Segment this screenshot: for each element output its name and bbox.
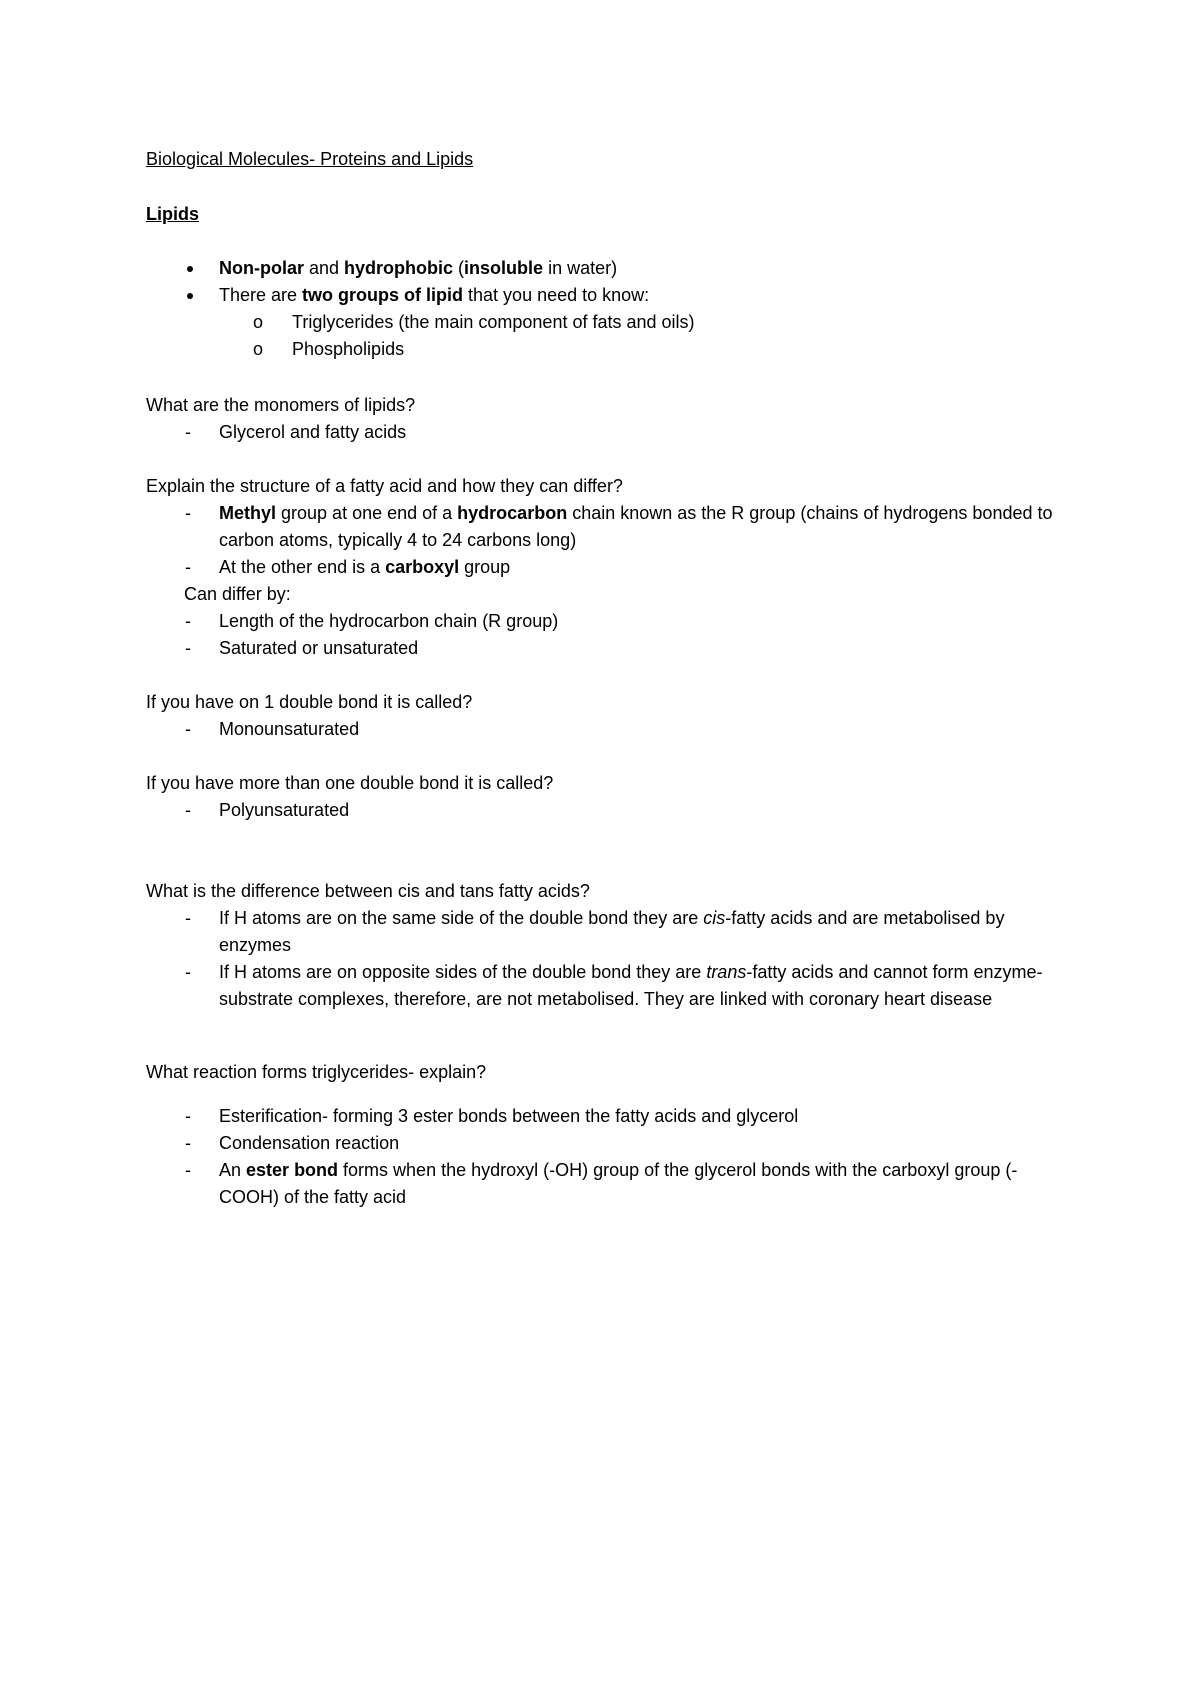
text-two-groups: two groups of lipid bbox=[302, 285, 464, 305]
text-in-water: in water) bbox=[543, 258, 618, 278]
bullet-dot-icon bbox=[187, 266, 193, 272]
text-need-to-know: that you need to know: bbox=[463, 285, 650, 305]
bullet-two-groups bbox=[146, 282, 1076, 363]
question-monounsaturated: If you have on 1 double bond it is called? bbox=[146, 692, 473, 712]
qa-fatty-acid-structure bbox=[146, 473, 1076, 662]
dash-icon: - bbox=[185, 1106, 191, 1126]
qa-monomers bbox=[146, 392, 1076, 446]
question-cis-trans: What is the difference between cis and tans fatty acids? bbox=[146, 881, 590, 901]
sub-bullet-icon: o bbox=[253, 312, 264, 332]
answer-text: Saturated or unsaturated bbox=[219, 638, 419, 658]
qa-monounsaturated bbox=[146, 689, 1076, 743]
answers-cis-trans bbox=[146, 905, 1076, 1013]
answer-item-cis bbox=[146, 905, 1076, 959]
lipid-properties-list bbox=[146, 255, 1076, 363]
dash-icon: - bbox=[185, 719, 191, 739]
answer-item-carboxyl bbox=[146, 554, 1076, 581]
question-triglyceride-reaction: What reaction forms triglycerides- explain? bbox=[146, 1062, 487, 1082]
answer-text: Length of the hydrocarbon chain (R group) bbox=[219, 611, 559, 631]
answer-item-methyl bbox=[146, 500, 1076, 554]
text-ester-bond-tail: forms when the hydroxyl (-OH) group of the glycerol bonds with the carboxyl group (-COOH) of the fatty acid bbox=[219, 1160, 1018, 1207]
text-hydrocarbon: hydrocarbon bbox=[457, 503, 568, 523]
qa-triglyceride-reaction bbox=[146, 1059, 1076, 1211]
document-page bbox=[146, 146, 1076, 1211]
text-trans-tail: -fatty acids and cannot form enzyme-substrate complexes, therefore, are not metabolised. They are linked with coronary heart disease bbox=[219, 962, 1043, 1009]
answer-item bbox=[146, 419, 1076, 446]
text-an: An bbox=[219, 1160, 247, 1180]
can-differ-label: Can differ by: bbox=[184, 584, 291, 604]
text-ester-bond: ester bond bbox=[246, 1160, 339, 1180]
text-trans-lead: If H atoms are on opposite sides of the double bond they are bbox=[219, 962, 707, 982]
text-group: group bbox=[459, 557, 511, 577]
question-polyunsaturated: If you have more than one double bond it is called? bbox=[146, 773, 554, 793]
answer-item-ester-bond bbox=[146, 1157, 1076, 1211]
answers-monounsaturated bbox=[146, 716, 1076, 743]
bullet-nonpolar bbox=[146, 255, 1076, 282]
answer-text: Glycerol and fatty acids bbox=[219, 422, 407, 442]
answer-text: Polyunsaturated bbox=[219, 800, 350, 820]
sub-item-label: Phospholipids bbox=[292, 339, 405, 359]
dash-icon: - bbox=[185, 1133, 191, 1153]
dash-icon: - bbox=[185, 611, 191, 631]
question-fatty-acid-structure: Explain the structure of a fatty acid and how they can differ? bbox=[146, 476, 623, 496]
section-heading-lipids: Lipids bbox=[146, 204, 199, 224]
answer-item bbox=[146, 797, 1076, 824]
lipid-groups-list bbox=[146, 309, 1076, 363]
answers-polyunsaturated bbox=[146, 797, 1076, 824]
answer-item-condensation bbox=[146, 1130, 1076, 1157]
answer-item-trans bbox=[146, 959, 1076, 1013]
text-cis: cis bbox=[703, 908, 726, 928]
bullet-dot-icon bbox=[187, 293, 193, 299]
dash-icon: - bbox=[185, 638, 191, 658]
text-nonpolar: Non-polar bbox=[219, 258, 304, 278]
answer-text: Monounsaturated bbox=[219, 719, 360, 739]
sub-item-triglycerides bbox=[146, 309, 1076, 336]
dash-icon: - bbox=[185, 1160, 191, 1180]
document-title: Biological Molecules- Proteins and Lipids bbox=[146, 149, 474, 169]
answers-triglyceride-reaction bbox=[146, 1103, 1076, 1211]
text-trans: trans bbox=[706, 962, 747, 982]
answer-text: Condensation reaction bbox=[219, 1133, 400, 1153]
answer-item-length bbox=[146, 608, 1076, 635]
text-open-paren: ( bbox=[453, 258, 465, 278]
dash-icon: - bbox=[185, 557, 191, 577]
dash-icon: - bbox=[185, 422, 191, 442]
text-cis-tail: -fatty acids and are metabolised by enzymes bbox=[219, 908, 1005, 955]
text-cis-lead: If H atoms are on the same side of the double bond they are bbox=[219, 908, 704, 928]
qa-polyunsaturated bbox=[146, 770, 1076, 824]
text-group-at-one-end: group at one end of a bbox=[276, 503, 458, 523]
sub-item-label: Triglycerides (the main component of fats and oils) bbox=[292, 312, 695, 332]
text-and: and bbox=[304, 258, 345, 278]
answer-item bbox=[146, 716, 1076, 743]
text-hydrophobic: hydrophobic bbox=[344, 258, 454, 278]
dash-icon: - bbox=[185, 503, 191, 523]
text-there-are: There are bbox=[219, 285, 303, 305]
answers-monomers bbox=[146, 419, 1076, 446]
dash-icon: - bbox=[185, 962, 191, 982]
text-insoluble: insoluble bbox=[464, 258, 544, 278]
question-monomers: What are the monomers of lipids? bbox=[146, 395, 416, 415]
answer-text: Esterification- forming 3 ester bonds between the fatty acids and glycerol bbox=[219, 1106, 799, 1126]
text-chain-known: chain known as the R group (chains of hydrogens bonded to carbon atoms, typically 4 to 24 carbons long) bbox=[219, 503, 1053, 550]
qa-cis-trans bbox=[146, 878, 1076, 1013]
text-methyl: Methyl bbox=[219, 503, 277, 523]
sub-item-phospholipids bbox=[146, 336, 1076, 363]
text-other-end: At the other end is a bbox=[219, 557, 386, 577]
answers-fatty-acid-structure bbox=[146, 500, 1076, 581]
sub-bullet-icon: o bbox=[253, 339, 264, 359]
dash-icon: - bbox=[185, 908, 191, 928]
text-carboxyl: carboxyl bbox=[385, 557, 460, 577]
dash-icon: - bbox=[185, 800, 191, 820]
answer-item-esterification bbox=[146, 1103, 1076, 1130]
answer-item-saturated bbox=[146, 635, 1076, 662]
answers-can-differ bbox=[146, 608, 1076, 662]
